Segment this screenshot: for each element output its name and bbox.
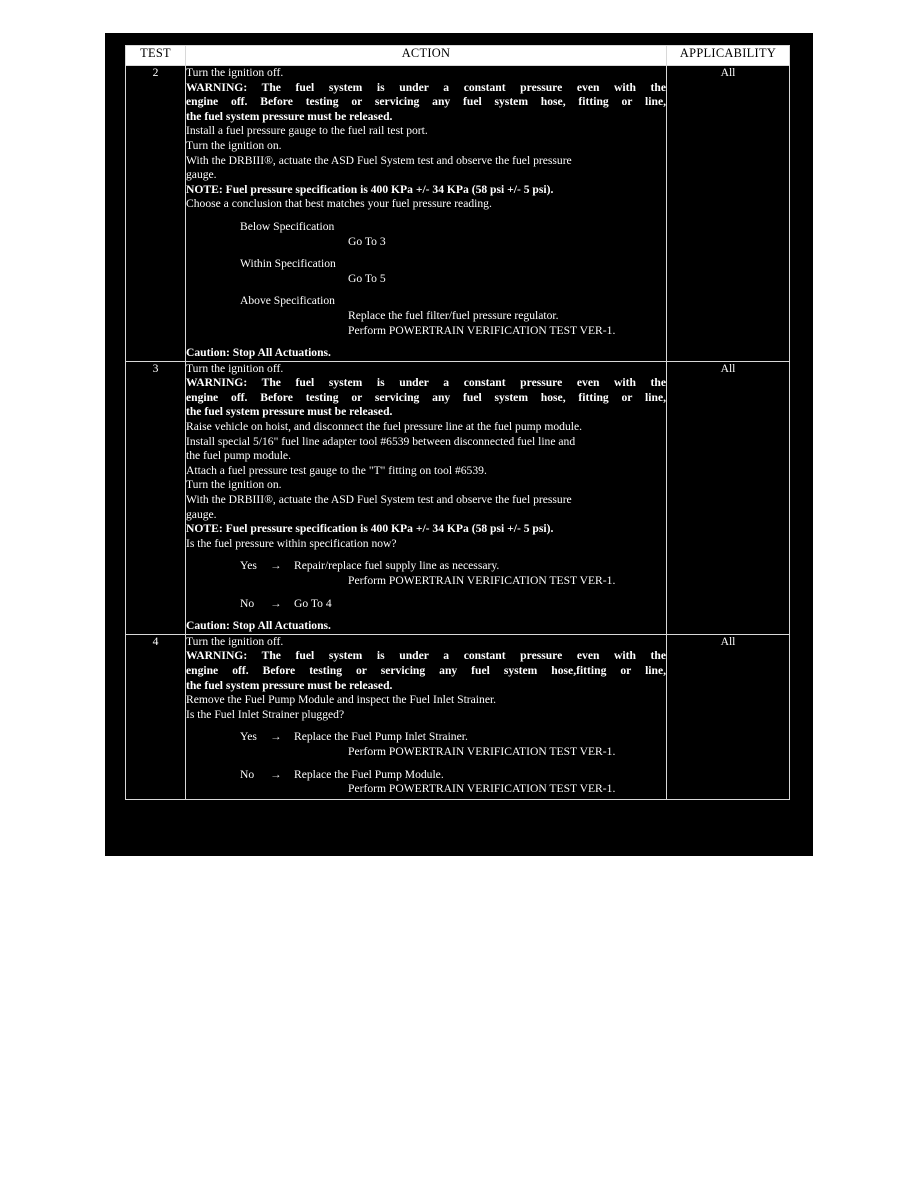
warning-text: engine off. Before testing or servicing any fuel system hose,fitting or line, xyxy=(186,663,666,677)
option-label: Within Specification xyxy=(240,257,336,271)
warning-text: WARNING: The fuel system is under a constant pressure even with the xyxy=(186,376,666,390)
arrow-right-icon: → xyxy=(270,559,282,573)
answer-result: Perform POWERTRAIN VERIFICATION TEST VER-1. xyxy=(348,574,616,587)
table-row-test-4 xyxy=(126,634,790,799)
warning-text: WARNING: The fuel system is under a constant pressure even with the xyxy=(186,80,666,94)
arrow-right-icon: → xyxy=(270,596,282,610)
answer-result: Repair/replace fuel supply line as necessary. xyxy=(294,559,500,573)
answer-label: Yes xyxy=(240,559,257,573)
answer-no xyxy=(240,597,666,612)
option-result: Go To 5 xyxy=(348,271,386,285)
applicability-value: All xyxy=(667,361,790,634)
step-text: Turn the ignition on. xyxy=(186,478,282,492)
step-text: Install special 5/16" fuel line adapter tool #6539 between disconnected fuel line and xyxy=(186,434,576,448)
applicability-value: All xyxy=(667,66,790,362)
arrow-right-icon: → xyxy=(270,730,282,744)
warning-text: engine off. Before testing or servicing any fuel system hose, fitting or line, xyxy=(186,95,666,109)
action-cell xyxy=(186,66,667,362)
note-text: NOTE: Fuel pressure specification is 400 KPa +/- 34 KPa (58 psi +/- 5 psi). xyxy=(186,182,554,196)
step-text: the fuel pump module. xyxy=(186,449,291,463)
answer-label: No xyxy=(240,596,255,610)
step-text: gauge. xyxy=(186,168,217,182)
test-number: 4 xyxy=(126,634,186,799)
step-text: gauge. xyxy=(186,507,217,521)
action-cell xyxy=(186,361,667,634)
answer-result: Perform POWERTRAIN VERIFICATION TEST VER-1. xyxy=(348,782,616,796)
option-result: Go To 3 xyxy=(348,234,386,248)
note-text: NOTE: Fuel pressure specification is 400 KPa +/- 34 KPa (58 psi +/- 5 psi). xyxy=(186,522,554,536)
question-text: Choose a conclusion that best matches your fuel pressure reading. xyxy=(186,197,492,211)
step-text: Turn the ignition on. xyxy=(186,138,282,152)
option-within xyxy=(240,257,666,286)
option-below xyxy=(240,220,666,249)
answer-result: Perform POWERTRAIN VERIFICATION TEST VER-1. xyxy=(348,744,616,758)
answer-result: Replace the Fuel Pump Module. xyxy=(294,767,444,781)
step-text: Turn the ignition off. xyxy=(186,361,284,375)
arrow-right-icon: → xyxy=(270,767,282,781)
warning-text: the fuel system pressure must be released. xyxy=(186,678,393,692)
header-test: TEST xyxy=(126,46,186,66)
applicability-value: All xyxy=(667,634,790,799)
caution-text: Caution: Stop All Actuations. xyxy=(186,619,331,633)
answer-no xyxy=(240,768,666,797)
question-text: Is the fuel pressure within specification now? xyxy=(186,536,397,550)
header-applicability: APPLICABILITY xyxy=(667,46,790,66)
option-label: Above Specification xyxy=(240,294,335,308)
diagnostic-table xyxy=(125,45,790,800)
answer-yes xyxy=(240,730,666,759)
answer-label: Yes xyxy=(240,730,257,744)
question-text: Is the Fuel Inlet Strainer plugged? xyxy=(186,707,345,721)
step-text: Attach a fuel pressure test gauge to the "T" fitting on tool #6539. xyxy=(186,463,487,477)
answer-yes xyxy=(240,559,666,588)
action-cell xyxy=(186,634,667,799)
option-above xyxy=(240,294,666,338)
step-text: With the DRBIII®, actuate the ASD Fuel System test and observe the fuel pressure xyxy=(186,153,572,167)
step-text: Turn the ignition off. xyxy=(186,634,284,648)
caution-text: Caution: Stop All Actuations. xyxy=(186,346,331,360)
warning-text: the fuel system pressure must be released. xyxy=(186,405,393,419)
answer-result: Replace the Fuel Pump Inlet Strainer. xyxy=(294,730,468,744)
step-text: Raise vehicle on hoist, and disconnect the fuel pressure line at the fuel pump module. xyxy=(186,420,583,434)
step-text: Install a fuel pressure gauge to the fuel rail test port. xyxy=(186,124,428,138)
option-label: Below Specification xyxy=(240,219,335,233)
table-row-test-2 xyxy=(126,66,790,362)
warning-text: engine off. Before testing or servicing any fuel system hose, fitting or line, xyxy=(186,390,666,404)
answer-result: Go To 4 xyxy=(294,596,332,610)
step-text: Remove the Fuel Pump Module and inspect the Fuel Inlet Strainer. xyxy=(186,693,497,707)
header-action: ACTION xyxy=(186,46,667,66)
test-number: 2 xyxy=(126,66,186,362)
document-page xyxy=(105,33,813,856)
warning-text: WARNING: The fuel system is under a constant pressure even with the xyxy=(186,649,666,663)
table-header-row xyxy=(126,46,790,66)
step-text: Turn the ignition off. xyxy=(186,66,284,79)
test-number: 3 xyxy=(126,361,186,634)
option-result: Replace the fuel filter/fuel pressure regulator. xyxy=(348,308,559,322)
table-row-test-3 xyxy=(126,361,790,634)
answer-label: No xyxy=(240,767,255,781)
warning-text: the fuel system pressure must be released. xyxy=(186,109,393,123)
step-text: With the DRBIII®, actuate the ASD Fuel System test and observe the fuel pressure xyxy=(186,493,572,507)
option-result: Perform POWERTRAIN VERIFICATION TEST VER-1. xyxy=(348,323,616,337)
